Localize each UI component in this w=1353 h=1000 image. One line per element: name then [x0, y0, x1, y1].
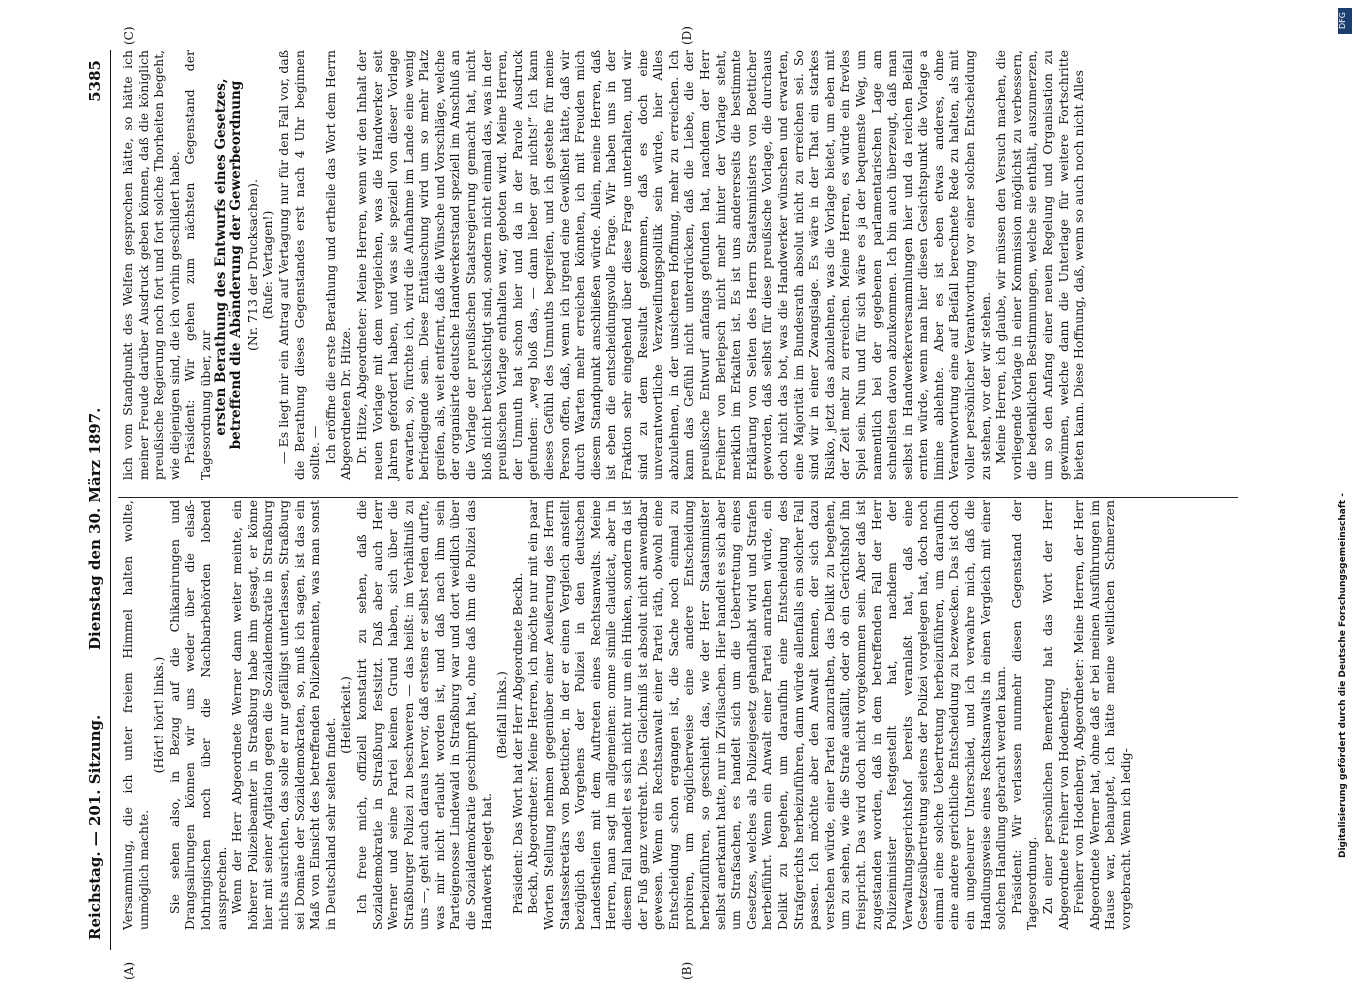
paragraph: Zu einer persönlichen Bemerkung hat das Wort der Herr Abgeordnete Freiherr von Hodenberg.	[1040, 500, 1071, 930]
margin-mark-c: (C)	[122, 26, 136, 45]
column-divider	[118, 497, 1238, 498]
margin-mark-a: (A)	[122, 961, 136, 980]
paragraph: Wenn der Herr Abgeordnete Werner dann weiter meinte, ein höherer Polizeibeamter in Straßburg habe ihm gesagt, er könne hier mit seiner Agitation gegen die Sozialdemokratie in Straßburg nichts ausrichten, das solle er nur gefälligst unterlassen, Straßburg sei Domäne der Sozialdemokraten, so, muß ich sagen, ist das ein Maß von Einsicht des betreffenden Polizeibeamten, was man sonst in Deutschland sehr selten findet.	[229, 500, 338, 930]
paragraph: Beckh, Abgeordneter: Meine Herren, ich möchte nur mit ein paar Worten Stellung nehmen gegenüber einer Aeußerung des Herrn Staatssekretärs von Boetticher, in der er einen Vergleich anstellt bezüglich des Vorgehens der Polizei in den deutschen Landestheilen mit dem Auftreten eines Rechtsanwalts. Meine Herren, man sagt im allgemeinen: omne simile claudicat, aber in diesem Fall handelt es sich nicht nur um ein Hinken, sondern da ist der Fuß ganz verdreht. Dies Gleichniß ist absolut nicht anwendbar gewesen. Wenn ein Rechtsanwalt einer Partei räth, obwohl eine Entscheidung schon ergangen ist, die Sache noch einmal zu probiren, um möglicherweise eine andere Entscheidung herbeizuführen, so geschieht das, wie der Herr Staatsminister selbst anerkannt hatte, nur in Zivilsachen. Hier handelt es sich aber um Strafsachen, es handelt sich um die Uebertretung eines Gesetzes, welches als Polizeigesetz gehandhabt wird und Strafen herbeiführt. Wenn ein Anwalt einer Partei anrathen würde, ein Delikt zu begehen, um daraufhin eine Entscheidung des Strafgerichts herbeizuführen, dann würde allenfalls ein solcher Fall passen. Ich möchte aber den Anwalt kennen, der sich dazu verstehen würde, einer Partei anzurathen, das Delikt zu begehen, um zu sehen, wie die Strafe ausfällt, oder ob ein Gerichtshof ihn freispricht. Das wird doch nicht vorgekommen sein. Aber daß ist zugestanden worden, daß in dem betreffenden Fall der Herr Polizeiminister festgestellt hat, nachdem der Verwaltungsgerichtshof bereits veranlaßt hat, daß eine Gesetzesübertretung seitens der Polizei vorgelegen hat, doch noch einmal eine solche Uebertretung herbeizuführen, um daraufhin eine andere gerichtliche Entscheidung zu bezwecken. Das ist doch ein ungeheurer Unterschied, und ich verwahre mich, daß die Handlungsweise eines Rechtsanwalts in einen Vergleich mit einer solchen Handlung gebracht werden kann.	[525, 500, 1009, 930]
paragraph: Sie sehen also, in Bezug auf die Chikanirungen und Drangsalirungen können wir uns weder über die elsaß-lothringischen noch über die Nachbarbehörden lobend aussprechen.	[166, 500, 229, 930]
funding-note: Digitalisierung gefördert durch die Deutsche Forschungsgemeinschaft -	[1338, 493, 1348, 858]
paragraph: lich vom Standpunkt des Welfen gesprochen hätte, so hätte ich meiner Freude darüber Ausdruck geben können, daß die königlich preußische Regierung noch fort und fort solche Thorheiten begeht, wie diejenigen sind, die ich vorhin geschildert habe.	[120, 50, 182, 480]
page-header	[80, 50, 111, 950]
newspaper-page	[80, 26, 1270, 980]
digitisation-note	[1338, 8, 1352, 998]
paragraph: Versammlung, die ich unter freiem Himmel halten wollte, unmöglich machte.	[120, 500, 151, 930]
running-head-date: Dienstag den 30. März 1897.	[86, 407, 104, 650]
paragraph: Dr. Hitze, Abgeordneter: Meine Herren, wenn wir den Inhalt der neuen Vorlage mit dem vergleichen, was die Handwerker seit Jahren gefordert haben, und was sie speziell von dieser Vorlage erwarten, so, fürchte ich, wird die Aufnahme im Lande eine wenig befriedigende sein. Diese Enttäuschung wird um so mehr Platz greifen, als, weit entfernt, daß die Wünsche und Vorschläge, welche der organisirte deutsche Handwerkerstand speziell im Anschluß an die Vorlage der preußischen Staatsregierung gemacht hat, nicht bloß nicht berücksichtigt sind, sondern nicht einmal das, was in der preußischen Vorlage enthalten war, geboten wird. Meine Herren, der Unmuth hat schon hier und da in der Parole Ausdruck gefunden: „weg bloß das, — dann lieber gar nichts!“ Ich kann dieses Gefühl des Unmuths begreifen, und ich gestehe für meine Person offen, daß, wenn ich irgend eine Gewißheit hätte, daß wir durch Warten mehr erreichen könnten, ich mit Freuden mich diesem Standpunkt anschließen würde. Allein, meine Herren, daß ist eben die entscheidungsvolle Frage. Wir haben uns in der Fraktion sehr eingehend über diese Frage unterhalten, und wir sind zu dem Resultat gekommen, daß es doch eine unverantwortliche Verzweiflungspolitik sein würde, hier Alles abzulehnen, in der unsicheren Hoffnung, mehr zu erreichen. Ich kann das Gefühl nicht unterdrücken, daß die Liebe, die der preußische Entwurf anfangs gefunden hat, nachdem der Herr Freiherr von Berlepsch nicht mehr hinter der Vorlage steht, merklich im Erkalten ist. Es ist uns andererseits die bestimmte Erklärung von Seiten des Herrn Staatsministers von Boetticher geworden, daß selbst für diese preußische Vorlage, die durchaus doch nicht das bot, was die Handwerker wünschen und erwarten, eine Majorität im Bundesrath absolut nicht zu erreichen sei. So sind wir in einer Zwangslage. Es wäre in der That ein starkes Risiko, jetzt das abzulehnen, was die Vorlage bietet, um eben mit der Zeit mehr zu erreichen. Meine Herren, es würde ein frevles Spiel sein. Nun und für sich wäre es ja der bequemste Weg, um namentlich bei der gegebenen parlamentarischen Lage am schnellsten davon abzukommen. Ich bin auch überzeugt, daß man selbst in Handwerkerversammlungen hier und da reichen Beifall ernten würde, wenn man hier diesen Gesichtspunkt die Vorlage a limine ablehnte. Aber es ist eben etwas anderes, ohne Verantwortung eine auf Beifall berechnete Rede zu halten, als mit voller persönlicher Verantwortung vor einer solchen Entscheidung zu stehen, vor der wir stehen.	[353, 50, 993, 480]
dfg-logo: DFG	[1338, 8, 1352, 34]
agenda-heading: ersten Berathung des Entwurfs eines Gesetzes, betreffend die Abänderung der Gewerbeordnung	[212, 78, 245, 450]
margin-mark-d: (D)	[680, 26, 694, 45]
paragraph: Präsident: Das Wort hat der Herr Abgeordnete Beckh.	[509, 572, 525, 914]
right-text-column	[120, 50, 1087, 480]
interjection: (Heiterkeit.)	[338, 676, 354, 754]
paragraph: Ich eröffne die erste Berathung und ertheile das Wort dem Herrn Abgeordneten Dr. Hitze.	[322, 50, 354, 480]
page-number: 5385	[86, 60, 104, 102]
paragraph: — Es liegt mir ein Antrag auf Vertagung nur für den Fall vor, daß die Berathung dieses Gegenstandes erst nach 4 Uhr beginnen sollte. —	[275, 50, 323, 480]
interjection: (Beifall links.)	[494, 671, 510, 759]
interjection: (Hört! hört! links.)	[151, 656, 167, 774]
paragraph: Ich freue mich, offiziell konstatirt zu sehen, daß die Sozialdemokratie in Straßburg festsitzt. Daß aber auch Herr Werner und seine Partei keinen Grund haben, sich über die Straßburger Polizei zu beschweren — das heißt: im Verhältniß zu uns —, geht auch daraus hervor, daß erstens er selbst reden durfte, was mir nicht erlaubt worden ist, und daß nach ihm sein Parteigenosse Lindewald in Straßburg war und dort weidlich über die Sozialdemokratie geschimpft hat, ohne daß ihm die Polizei das Handwerk gelegt hat.	[353, 500, 494, 930]
paragraph: Freiherr von Hodenberg, Abgeordneter: Meine Herren, der Herr Abgeordnete Werner hat, ohne daß er bei meinen Ausführungen im Hause war, behauptet, ich hätte meine weltlichen Schmerzen vorgebracht. Wenn ich ledig-	[1071, 500, 1133, 930]
left-text-column	[120, 500, 1134, 930]
paragraph: Präsident: Wir verlassen nunmehr diesen Gegenstand der Tagesordnung.	[1008, 500, 1040, 930]
paragraph: Präsident: Wir gehen zum nächsten Gegenstand der Tagesordnung über, zur	[182, 50, 213, 480]
interjection: (Rufe: Vertagen!)	[260, 210, 276, 320]
paragraph: Meine Herren, ich glaube, wir müssen den Versuch machen, die vorliegende Vorlage in einer Kommission möglichst zu verbessern, die bedenklichen Bestimmungen, welche sie enthält, auszumerzen, um so den Anfang einer neuen Regelung und Organisation zu gewinnen, welche dann die Unterlage für weitere Fortschritte bieten kann. Diese Hoffnung, daß, wenn so auch noch nicht Alles	[993, 50, 1087, 480]
margin-mark-b: (B)	[680, 961, 694, 980]
document-reference: (Nr. 713 der Drucksachen).	[244, 179, 260, 351]
running-head-left: Reichstag. — 201. Sitzung.	[86, 714, 104, 940]
